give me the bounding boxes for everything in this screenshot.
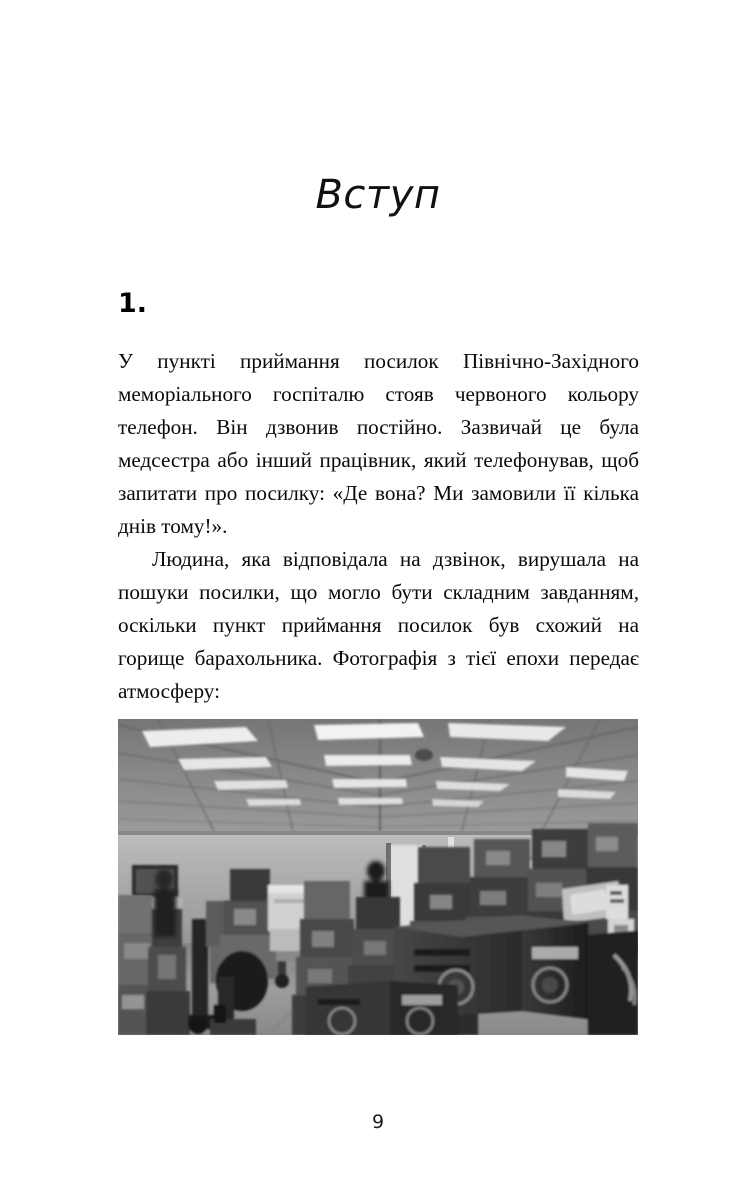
photograph-image: [118, 719, 638, 1035]
section-number: 1.: [118, 288, 148, 319]
figure-receiving-dock-photo: [118, 719, 638, 1035]
body-text: [118, 345, 639, 708]
paragraph-1: У пункті приймання посилок Північно-Західного меморіального госпіталю стояв червоного кольору телефон. Він дзвонив постійно. Зазвичай це була медсестра або інший працівник, який телефонував, щоб запитати про посилку: «Де вона? Ми замовили її кілька днів тому!».: [118, 349, 639, 538]
page-title: Вступ: [315, 172, 441, 218]
paragraph-2: Людина, яка відповідала на дзвінок, вирушала на пошуки посилки, що могло бути складним завданням, оскільки пункт приймання посилок був схожий на горище барахольника. Фотографія з тієї епохи передає атмосферу:: [118, 547, 639, 703]
page-number: 9: [371, 1111, 385, 1133]
